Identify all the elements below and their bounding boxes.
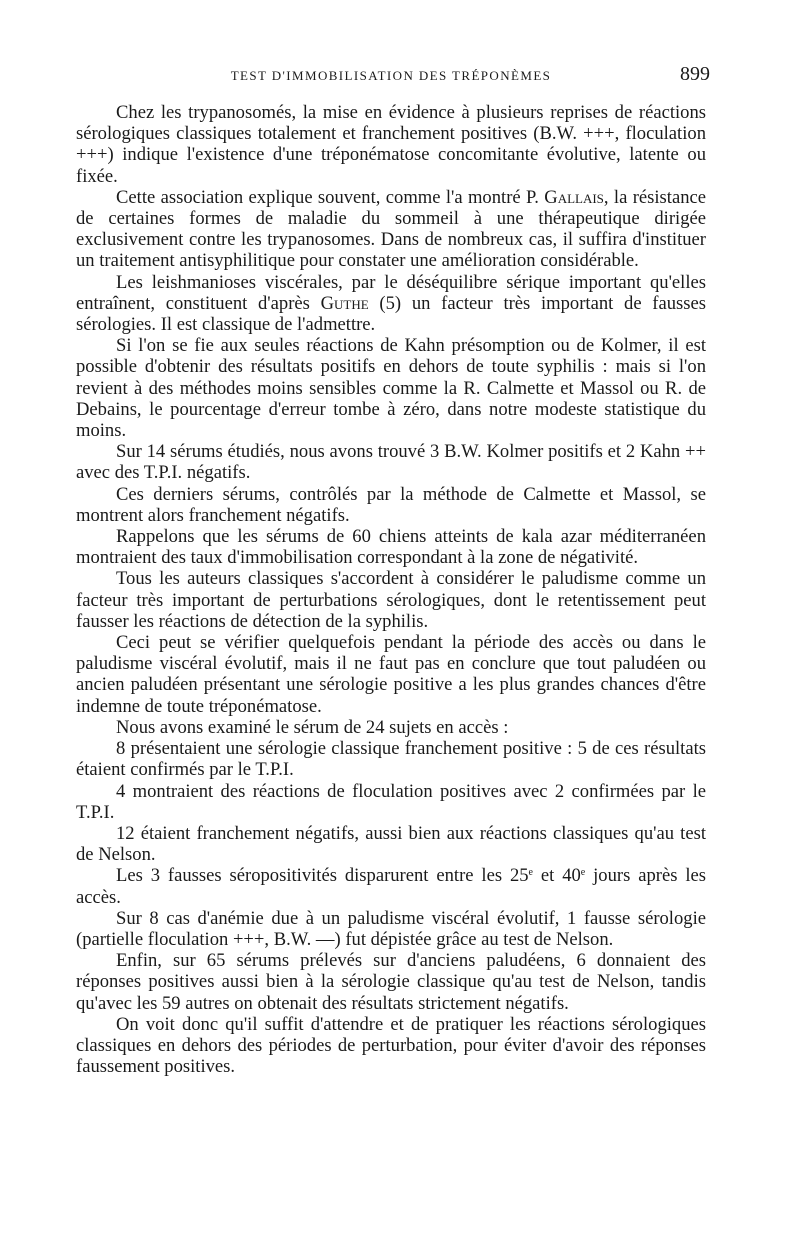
paragraph: Chez les trypanosomés, la mise en évidence à plusieurs reprises de réactions sérologiques classiques totalement et franchement positives (B.W. +++, floculation +++) indique l'existence d'une tréponématose concomitante évolutive, latente ou fixée.: [76, 102, 706, 187]
paragraph: 4 montraient des réactions de floculation positives avec 2 confirmées par le T.P.I.: [76, 780, 706, 823]
paragraph: Ceci peut se vérifier quelquefois pendant la période des accès ou dans le paludisme viscéral évolutif, mais il ne faut pas en conclure que tout paludéen ou ancien paludéen présentant une sérologie positive a les plus grandes chances d'être indemne de toute tréponématose.: [76, 632, 706, 717]
paragraph: Rappelons que les sérums de 60 chiens atteints de kala azar méditerranéen montraient des taux d'immobilisation correspondant à la zone de négativité.: [76, 526, 706, 569]
paragraph: 12 étaient franchement négatifs, aussi bien aux réactions classiques qu'au test de Nelson.: [76, 822, 706, 866]
paragraph: Si l'on se fie aux seules réactions de Kahn présomption ou de Kolmer, il est possible d'obtenir des résultats positifs en dehors de toute syphilis : mais si l'on revient à des méthodes moins sensibles comme la R. Calmette et Massol ou R. de Debains, le pourcentage d'erreur tombe à zéro, dans notre modeste statistique du moins.: [76, 335, 706, 442]
running-title: TEST D'IMMOBILISATION DES TRÉPONÈMES: [230, 68, 552, 83]
author-name: Gallais: [544, 186, 604, 208]
text-run: (5) un facteur très important de fausses sérologies. Il est classique de l'admettre.: [76, 292, 706, 336]
text-run: Les 3 fausses séropositivités disparurent entre les 25: [116, 865, 529, 887]
paragraph: Nous avons examiné le sérum de 24 sujets en accès :: [116, 716, 509, 738]
paragraph: Ces derniers sérums, contrôlés par la méthode de Calmette et Massol, se montrent alors franchement négatifs.: [76, 483, 706, 526]
body-text: [76, 102, 706, 1077]
paragraph: 8 présentaient une sérologie classique franchement positive : 5 de ces résultats étaient confirmés par le T.P.I.: [76, 738, 706, 781]
paragraph: Sur 8 cas d'anémie due à un paludisme viscéral évolutif, 1 fausse sérologie (partielle floculation +++, B.W. —) fut dépistée grâce au test de Nelson.: [76, 907, 706, 950]
paragraph: Tous les auteurs classiques s'accordent à considérer le paludisme comme un facteur très important de perturbations sérologiques, dont le retentissement peut fausser les réactions de détection de la syphilis.: [76, 568, 706, 632]
paragraph: Enfin, sur 65 sérums prélevés sur d'anciens paludéens, 6 donnaient des réponses positives aussi bien à la sérologie classique qu'au test de Nelson, tandis qu'avec les 59 autres on obtenait des résultats strictement négatifs.: [76, 950, 706, 1014]
text-run: , la résistance de certaines formes de maladie du sommeil à une thérapeutique dirigée exclusivement contre les trypanosomes. Dans de nombreux cas, il suffira d'instituer un traitement antisyphilitique pour constater une amélioration considérable.: [76, 186, 706, 272]
paragraph: Sur 14 sérums étudiés, nous avons trouvé 3 B.W. Kolmer positifs et 2 Kahn ++ avec des T.P.I. négatifs.: [76, 441, 706, 484]
page-number: 899: [680, 63, 710, 85]
paragraph: [76, 187, 706, 272]
text-run: Les leishmanioses viscérales, par le déséquilibre sérique important qu'elles entraînent, constituent d'après: [76, 271, 706, 314]
ordinal-superscript: e: [528, 867, 533, 879]
ordinal-superscript: e: [580, 867, 586, 879]
paragraph: [76, 865, 706, 907]
paragraph: [76, 272, 706, 336]
text-run: Cette association explique souvent, comme l'a montré P.: [116, 186, 545, 208]
author-name: Guthe: [320, 292, 369, 314]
paragraph: On voit donc qu'il suffit d'attendre et de pratiquer les réactions sérologiques classiques en dehors des périodes de perturbation, pour éviter d'avoir des réponses faussement positives.: [76, 1013, 706, 1078]
text-run: et 40: [533, 865, 581, 887]
text-run: jours après les accès.: [76, 865, 706, 908]
document-page: [76, 62, 710, 1078]
running-header: [76, 62, 710, 92]
